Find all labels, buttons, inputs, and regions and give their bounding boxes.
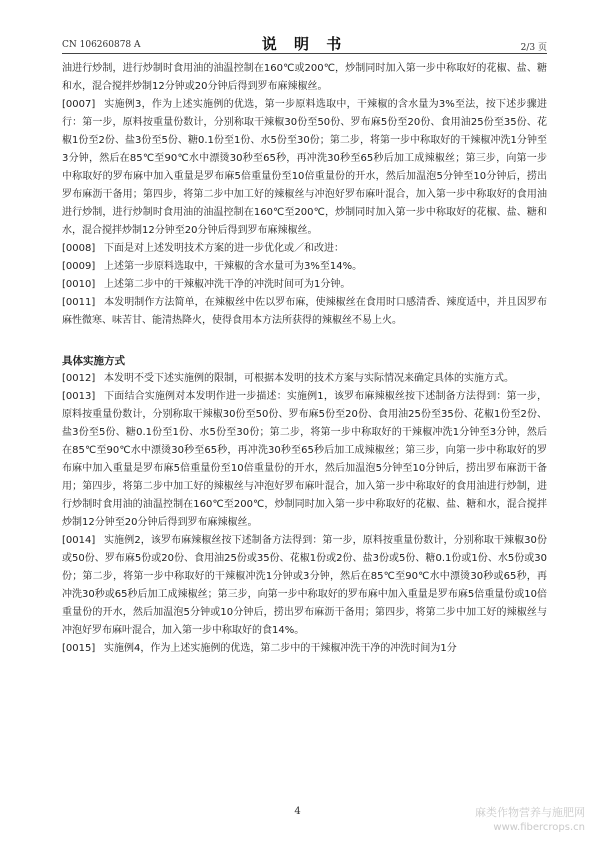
header-rule [62,53,547,54]
paragraph-0011 [62,294,547,330]
doc-number: CN 106260878 A [62,40,141,50]
paragraph-number: [0013] [62,391,96,402]
paragraph-text: 实施例4，作为上述实施例的优选，第二步中的干辣椒冲洗干净的冲洗时间为1分 [104,643,457,654]
paragraph-0014 [62,532,547,640]
paragraph-text: 实施例2，该罗布麻辣椒丝按下述制备方法得到：第一步，原料按重量份数计，分别称取干辣椒30份或50份、罗布麻5份或20份、食用油25份或35份、花椒1份或2份、盐3份或5份、糖0.1份或1份、水5份或30份；第二步，将第一步中称取好的干辣椒冲洗1分钟或3分钟，然后在85℃至90℃水中漂烫30秒或65秒，再冲洗30秒或65秒后加工成辣椒丝；第三步，向第一步中称取好的罗布麻中加入重量是罗布麻5倍重量份或10倍重量份的开水，然后加温泡5分钟或10分钟后，捞出罗布麻沥干备用；第四步，将第二步中加工好的辣椒丝与冲泡好罗布麻叶混合，加入第一步中称取好的食14%。 [62,535,547,636]
section-title: 具体实施方式 [62,355,125,367]
paragraph-number: [0012] [62,373,96,384]
watermark-url: www.fibercrops.cn [493,822,585,833]
paragraph-number: [0015] [62,643,96,654]
paragraph-number: [0010] [62,279,96,290]
paragraph-continued [62,60,547,96]
paragraph-0013 [62,388,547,532]
paragraph-text: 本发明制作方法简单，在辣椒丝中佐以罗布麻，使辣椒丝在食用时口感清香、辣度适中，并且因罗布麻性微寒、味苦甘、能清热降火，使得食用本方法所获得的辣椒丝不易上火。 [62,297,547,326]
paragraph-0008 [62,240,547,258]
paragraph-text: 上述第一步原料选取中，干辣椒的含水量可为3%至14%。 [104,261,363,272]
paragraph-number: [0014] [62,535,96,546]
page-info: 2/3 页 [520,43,547,53]
paragraph-text: 本发明不受下述实施例的限制，可根据本发明的技术方案与实际情况来确定具体的实施方式。 [104,373,514,384]
paragraph-text: 油进行炒制，进行炒制时食用油的油温控制在160℃或200℃，炒制同时加入第一步中称取好的花椒、盐、糖和水，混合搅拌炒制12分钟或20分钟后得到罗布麻辣椒丝。 [62,63,547,92]
paragraph-0015 [62,640,547,658]
paragraph-0012 [62,370,547,388]
document-body [62,60,547,658]
paragraph-number: [0007] [62,99,96,110]
paragraph-number: [0009] [62,261,96,272]
paragraph-0007 [62,96,547,240]
watermark-title: 麻类作物营养与施肥网 [475,806,585,819]
paragraph-0010 [62,276,547,294]
page-number: 4 [294,806,301,817]
paragraph-text: 实施例3，作为上述实施例的优选，第一步原料选取中，干辣椒的含水量为3%至法，按下述步骤进行：第一步，原料按重量份数计，分别称取干辣椒30份至50份、罗布麻5份至20份、食用油25份至35份、花椒1份至2份、盐3份至5份、糖0.1份至1份、水5份至30份；第二步，将第一步中称取好的干辣椒冲洗1分钟至3分钟，然后在85℃至90℃水中漂烫30秒至65秒，再冲洗30秒至65秒后加工成辣椒丝；第三步，向第一步中称取好的罗布麻中加入重量是罗布麻5倍重量份至10倍重量份的开水，然后加温泡5分钟至10分钟后，捞出罗布麻沥干备用；第四步，将第二步中加工好的辣椒丝与冲泡好罗布麻叶混合，加入第一步中称取好的食用油进行炒制，进行炒制时食用油的油温控制在160℃至200℃，炒制同时加入第一步中称取好的花椒、盐、糖和水，混合搅拌炒制12分钟至20分钟后得到罗布麻辣椒丝。 [62,99,547,236]
paragraph-number: [0011] [62,297,96,308]
paragraph-text: 下面结合实施例对本发明作进一步描述：实施例1，该罗布麻辣椒丝按下述制备方法得到：第一步，原料按重量份数计，分别称取干辣椒30份至50份、罗布麻5份至20份、食用油25份至35份、花椒1份至2份、盐3份至5份、糖0.1份至1份、水5份至30份；第二步，将第一步中称取好的干辣椒冲洗1分钟至3分钟，然后在85℃至90℃水中漂烫30秒至65秒，再冲洗30秒至65秒后加工成辣椒丝；第三步，向第一步中称取好的罗布麻中加入重量是罗布麻5倍重量份至10倍重量份的开水，然后加温泡5分钟至10分钟后，捞出罗布麻沥干备用；第四步，将第二步中加工好的辣椒丝与冲泡好罗布麻叶混合，加入第一步中称取好的食用油进行炒制，进行炒制时食用油的油温控制在160℃至200℃，炒制同时加入第一步中称取好的花椒、盐、糖和水，混合搅拌炒制12分钟至20分钟后得到罗布麻辣椒丝。 [62,391,547,528]
page-header [62,30,547,52]
paragraph-text: 上述第二步中的干辣椒冲洗干净的冲洗时间可为1分钟。 [104,279,351,290]
paragraph-number: [0008] [62,243,96,254]
paragraph-0009 [62,258,547,276]
doc-title: 说 明 书 [261,35,348,53]
paragraph-text: 下面是对上述发明技术方案的进一步优化或／和改进： [104,243,344,254]
